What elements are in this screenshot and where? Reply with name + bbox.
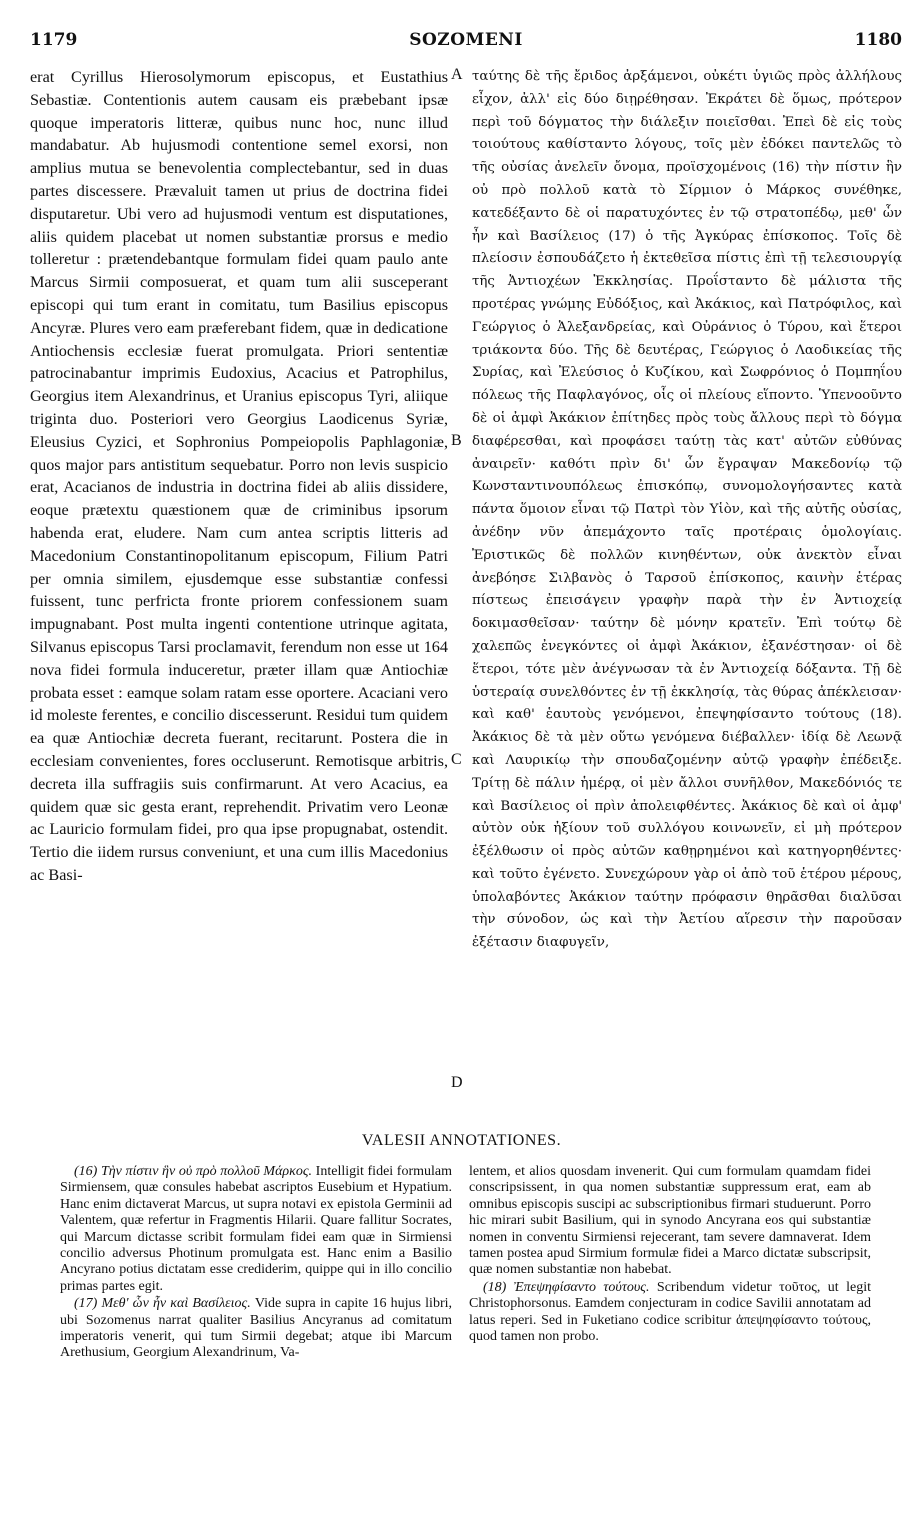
margin-marker-c: C — [451, 751, 462, 768]
annotation-text: Scribendum videtur τοῦτος, ut legit Christophorsonus. Eamdem conjecturam in codice Savilii annotatam ad latus reperi. Sed in Fuketiano codice scribitur ἀπεψηφίσαντο τούτους, quod tamen non probo. — [469, 1279, 871, 1345]
annotations-left-column — [60, 1164, 452, 1464]
margin-marker-a: A — [451, 66, 463, 83]
annotation-text: Vide supra in capite 16 hujus libri, ubi Sozomenus narrat qualiter Basilius Ancyranus ad comitatum imperatoris venerit, qui tum Sirmii degebat; atque ibi Marcum Arethusium, Georgium Alexandrinum, Va- — [60, 1296, 452, 1361]
running-title: SOZOMENI — [409, 30, 523, 50]
annotation-17-continued — [469, 1164, 871, 1279]
page-header — [30, 30, 902, 54]
annotations-title: VALESII ANNOTATIONES. — [361, 1132, 562, 1149]
annotation-text: lentem, et alios quosdam invenerit. Qui cum formulam quamdam fidei conscripsissent, in qua nomen substantiæ suppressum erat, eam ab omnibus episcopis suscipi ac subscriptionibus firmari studuerunt. Porro hic mirari subit Basilium, qui in synodo Ancyrana eos qui substantiæ nomen in conventu Sirmiensi rejecerant, tam severe damnaverat. Idem tamen postea apud Sirmium formulæ fidei a Marco dictatæ subscripsit, quæ nomen substantiæ non habebat. — [469, 1164, 871, 1278]
annotation-16 — [60, 1164, 452, 1295]
page-number-left: 1179 — [30, 30, 78, 50]
annotation-lemma: (17) Μεθ' ὧν ἦν καὶ Βασίλειος. — [74, 1296, 251, 1312]
annotation-17 — [60, 1296, 452, 1362]
greek-text: ταύτης δὲ τῆς ἔριδος ἀρξάμενοι, οὐκέτι ὑγιῶς πρὸς ἀλλήλους εἶχον, ἀλλ' εἰς δύο διῃρέθησαν. Ἐκράτει δὲ ὅμως, πρότερον περὶ τοῦ δόγματος τὴν διάλεξιν ποιεῖσθαι. Ἐπεὶ δὲ εἰς τοὺς τοιούτους καθίσταντο λόγους, τοῖς μὲν ἐδόκει παντελῶς τὸ τῆς οὐσίας ἀνελεῖν ὄνομα, προϊσχομένοις (16) τὴν πίστιν ἣν οὐ πρὸ πολλοῦ κατὰ τὸ Σίρμιον ὁ Μάρκος συνέθηκε, κατεδέξαντο δὲ οἱ παρατυχόντες ἐν τῷ στρατοπέδῳ, μεθ' ὧν ἦν καὶ Βασίλειος (17) ὁ τῆς Ἀγκύρας ἐπίσκοπος. Τοῖς δὲ πλείοσιν ἐσπουδάζετο ἡ ἐκτεθεῖσα πίστις ἐπὶ τῇ τελεσιουργίᾳ τῆς Ἀντιοχέων Ἐκκλησίας. Προΐσταντο δὲ μάλιστα τῆς προτέρας γνώμης Εὐδόξιος, καὶ Ἀκάκιος, καὶ Πατρόφιλος, καὶ Γεώργιος ὁ Ἀλεξανδρείας, καὶ Οὐράνιος ὁ Τύρου, καὶ ἕτεροι τριάκοντα δύο. Τῆς δὲ δευτέρας, Γεώργιος ὁ Λαοδικείας τῆς Συρίας, καὶ Ἐλεύσιος ὁ Κυζίκου, καὶ Σωφρόνιος ὁ Πομπηΐου πόλεως τῆς Παφλαγόνος, οἷς οἱ πλείους εἵποντο. Ὑπενοοῦντο δὲ οἱ ἀμφὶ Ἀκάκιον ἐπίτηδες πρὸς τοὺς ἄλλους περὶ τὸ δόγμα διαφέρεσθαι, καὶ προφάσει ταύτῃ τὰς κατ' αὐτῶν εὐθύνας ἀναιρεῖν· καθότι πρὶν δι' ὧν ἔγραψαν Μακεδονίῳ τῷ Κωνσταντινουπόλεως ἐπισκόπῳ, συνομολογήσαντες κατὰ πάντα ὅμοιον εἶναι τῷ Πατρὶ τὸν Υἱὸν, καὶ τῆς αὐτῆς οὐσίας, ἀνέδην νῦν ἀπεμάχοντο ταῖς προτέραις ὁμολογίαις. Ἐριστικῶς δὲ πολλῶν κινηθέντων, οὐκ ἀνεκτὸν εἶναι ἀνεβόησε Σιλβανὸς ὁ Ταρσοῦ ἐπίσκοπος, καινὴν ἑτέρας πίστεως ἐπεισάγειν γραφὴν παρὰ τὴν ἐν Ἀντιοχείᾳ δοκιμασθεῖσαν· ταύτην δὲ μόνην κρατεῖν. Ἐπὶ τούτῳ δὲ χαλεπῶς ἐνεγκόντες οἱ ἀμφὶ Ἀκάκιον, ἐξανέστησαν· οἱ δὲ ἕτεροι, τότε μὲν ἀνέγνωσαν τὰ ἐν Ἀντιοχείᾳ δόξαντα. Τῇ δὲ ὑστεραίᾳ συνελθόντες ἐν τῇ ἐκκλησίᾳ, τὰς θύρας ἀπέκλεισαν· καὶ καθ' ἑαυτοὺς γενόμενοι, ἐπεψηφίσαντο τούτους (18). Ἀκάκιος δὲ τὰ μὲν οὕτω γενόμενα διέβαλλεν· ἰδίᾳ δὲ Λεωνᾷ καὶ Λαυρικίῳ τὴν σπουδαζομένην αὐτῷ γραφὴν ἐπέδειξε. Τρίτῃ δὲ πάλιν ἡμέρᾳ, οἱ μὲν ἄλλοι συνῆλθον, Μακεδόνιός τε καὶ Βασίλειος οἱ πρὶν ἀπολειφθέντες. Ἀκάκιος δὲ καὶ οἱ ἀμφ' αὐτὸν οὐκ ἠξίουν τοῦ συλλόγου κοινωνεῖν, εἰ μὴ πρότερον ἐξέλθωσιν οἱ πρὸς αὐτῶν καθῃρημένοι καὶ κατηγορηθέντες· καὶ τοῦτο ἐγένετο. Συνεχώρουν γὰρ οἱ ἀπὸ τοῦ ἑτέρου μέρους, ὑπολαβόντες Ἀκάκιον ταύτην πρόφασιν θηρᾶσθαι διαλῦσαι τὴν σύνοδον, ὡς καὶ τὴν Ἀετίου αἵρεσιν τὴν παροῦσαν ἐξέτασιν διαφυγεῖν, — [472, 69, 902, 951]
annotation-text: Intelligit fidei formulam Sirmiensem, quæ consules habebat ascriptos Eusebium et Hypatium. Hanc enim dictaverat Marcus, ut supra notavi ex epistola Germinii ad Valentem, quæ refertur in Fragmentis Hilarii. Quare fallitur Socrates, qui Marcum dictasse scribit formulam fidei eam quæ in Sirmiensi concilio adversus Photinum promulgata est. Hanc enim a Basilio Ancyrano potius dictatam esse crediderim, quippe qui in illo concilio primas partes egit. — [60, 1164, 452, 1294]
annotation-lemma: (16) Τὴν πίστιν ἣν οὐ πρὸ πολλοῦ Μάρκος. — [74, 1164, 313, 1179]
margin-marker-b: B — [451, 432, 462, 449]
annotations-right-column — [469, 1164, 871, 1464]
greek-column — [472, 66, 902, 1096]
annotation-18 — [469, 1280, 871, 1346]
latin-text: erat Cyrillus Hierosolymorum episcopus, et Eustathius Sebastiæ. Contentionis autem causam eis præbebant ipsæ quoque imperatoris litteræ, quibus nunc hoc, nunc illud mandabatur. Ab hujusmodi contentione semel exorsi, non amplius mutua se benevolentia complectebantur, sed in duas partes discessere. Prævaluit tamen ut prius de doctrina fidei disputaretur. Ubi vero ad hujusmodi ventum est disputationes, aliis quidem placebat ut nomen substantiæ prorsus e medio tolleretur : prætendebantque formulam fidei quam paulo ante Marcus Sirmii composuerat, et quam tum alii susceperant episcopi qui tum erant in comitatu, tum Basilius episcopus Ancyræ. Plures vero eam præferebant fidem, quæ in dedicatione Antiochensis ecclesiæ fuerat promulgata. Priori sententiæ patrocinabantur imprimis Eudoxius, Acacius et Patrophilus, Georgius item Alexandrinus, et Uranius episcopus Tyri, aliique triginta duo. Posteriori vero Georgius Laodicenus Syriæ, Eleusius Cyzici, et Sophronius Pompeiopolis Paphlagoniæ, quos major pars antistitum sequebatur. Porro non levis suspicio erat, Acacianos de industria in doctrina fidei ab aliis dissidere, eoque prætextu quæstionem quæ de criminibus ipsorum habenda erat, eludere. Nam cum antea scriptis litteris ad Macedonium Constantinopolitanum episcopum, Filium Patri per omnia similem, ejusdemque esse substantiæ confessi fuissent, tunc perfricta fronte priorem confessionem suam impugnabant. Post multa ingenti contentione utrinque agitata, Silvanus episcopus Tarsi proclamavit, ferendum non esse ut 164 nova fidei formula induceretur, præter illam quæ Antiochiæ probata esset : eamque solam ratam esse oportere. Acaciani vero id moleste ferentes, e concilio discesserunt. Residui tum quidem ea quæ Antiochiæ decreta fuerant, recitarunt. Postera die in ecclesiam convenientes, fores occluserunt. Remotisque arbitris, decreta illa suffragiis suis confirmarunt. At vero Acacius, ea quidem quæ sic gesta erant, reprehendit. Privatim vero Leonæ ac Lauricio formulam fidei, pro qua ipse propugnabat, ostendit. Tertio die iidem rursus conveniunt, et una cum illis Macedonius ac Basi- — [30, 68, 448, 884]
page-number-right: 1180 — [854, 30, 902, 50]
latin-column — [30, 66, 448, 1096]
margin-marker-d: D — [451, 1074, 463, 1091]
annotation-lemma: (18) Ἐπεψηφίσαντο τούτους. — [483, 1279, 650, 1295]
